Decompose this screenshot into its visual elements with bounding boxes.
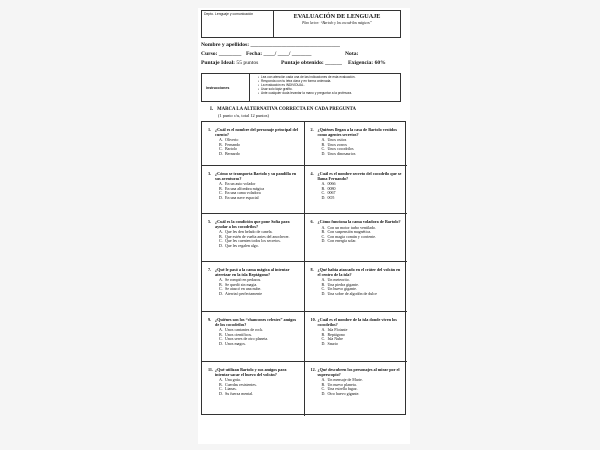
question-text	[208, 172, 301, 181]
option-letter: B.	[219, 281, 223, 287]
answer-option[interactable]	[219, 292, 301, 297]
option-letter: A.	[321, 137, 326, 143]
section-heading: MARCA LA ALTERNATIVA CORRECTA EN CADA PREGUNTA	[217, 107, 356, 112]
question-prompt: ¿Cómo funciona la cama voladora de Bartolo?	[317, 219, 401, 224]
section-points: (1 punto c/u, total 12 puntos)	[218, 113, 269, 118]
answer-options	[208, 230, 301, 248]
question-4	[305, 166, 408, 214]
ideal-score-value: 55 puntos	[235, 60, 259, 66]
question-number: 1.	[208, 127, 212, 132]
option-letter: D.	[219, 242, 223, 248]
question-number: 10.	[310, 317, 316, 322]
question-number: 12.	[310, 367, 316, 372]
option-text: Unos dinosaurios	[327, 150, 356, 156]
question-number: 4.	[310, 171, 314, 176]
answer-options	[311, 226, 405, 244]
answer-option[interactable]	[322, 292, 405, 297]
option-letter: C.	[321, 386, 326, 392]
option-letter: B.	[321, 229, 326, 235]
option-text: Aterrizó perfectamente	[225, 290, 262, 296]
ideal-score-label: Puntaje Ideal:	[201, 60, 236, 66]
question-5	[202, 214, 305, 262]
question-number: 9.	[208, 317, 212, 322]
option-letter: B.	[219, 141, 223, 147]
option-letter: B.	[321, 185, 326, 191]
option-text: En un auto volador	[225, 181, 256, 187]
option-letter: C.	[219, 238, 223, 244]
option-text: Un meteorito.	[327, 277, 350, 283]
option-letter: A.	[219, 327, 223, 333]
option-letter: A.	[219, 181, 223, 187]
answer-options	[311, 138, 405, 156]
question-number: 7.	[208, 267, 212, 272]
exam-subtitle: Plan lector: “Bartolo y los cocodrilos mágicos”	[302, 21, 372, 25]
option-letter: D.	[321, 194, 326, 200]
question-text	[208, 318, 301, 327]
option-text: Un huevo gigante.	[327, 286, 357, 292]
option-text: Se atascó en una nube.	[225, 286, 262, 292]
option-letter: A.	[219, 277, 223, 283]
question-prompt: ¿Cuál es el nombre del personaje principal del cuento?	[215, 127, 298, 137]
question-text	[208, 368, 301, 377]
option-letter: D.	[321, 150, 326, 156]
answer-options	[208, 182, 301, 200]
question-prompt: ¿Cuál es la condición que pone Sofía para ayudar a los cocodrilos?	[215, 219, 290, 229]
option-letter: C.	[219, 336, 223, 342]
option-letter: C.	[321, 286, 326, 292]
answer-options	[311, 182, 405, 200]
section-title	[210, 107, 400, 112]
option-text: Su fuerza mental.	[225, 390, 254, 396]
option-text: Con un motor turbo ventilado.	[327, 224, 377, 230]
question-prompt: ¿Cuál es el nombre de la isla donde viven los cocodrilos?	[317, 317, 397, 327]
exam-title: EVALUACIÓN DE LENGUAJE	[293, 13, 381, 20]
question-1	[202, 122, 305, 166]
option-letter: B.	[321, 281, 326, 287]
option-text: 0O5	[327, 194, 335, 200]
question-number: 3.	[208, 171, 212, 176]
section-number: I.	[210, 107, 214, 112]
question-6	[305, 214, 408, 262]
option-letter: D.	[219, 340, 223, 346]
question-prompt: ¿Qué había atascado en el cráter del volcán en el centro de la isla?	[317, 267, 401, 277]
option-letter: D.	[321, 290, 326, 296]
question-3	[202, 166, 305, 214]
answer-option[interactable]	[322, 196, 405, 201]
option-text: Oliverio	[225, 137, 239, 143]
instruction-item: ▪ Usar solo lápiz grafito.	[258, 87, 400, 91]
option-text: Una sobre de algodón de dulce	[327, 290, 377, 296]
answer-option[interactable]	[219, 152, 301, 157]
option-letter: B.	[321, 381, 326, 387]
answer-options	[311, 278, 405, 296]
subject-label: Depto. Lenguaje y comunicación	[202, 11, 274, 37]
question-prompt: ¿Quiénes llegan a la casa de Bartolo vestidos como agentes secretos?	[317, 127, 397, 137]
option-text: Unos cantantes de rock.	[225, 327, 264, 333]
answer-options	[208, 328, 301, 346]
course-field: Curso: ________	[201, 51, 242, 57]
question-number: 2.	[310, 127, 314, 132]
ideal-score-field	[201, 60, 258, 66]
answer-options	[208, 278, 301, 296]
requirement-field: Exigencia: 60%	[348, 60, 386, 66]
option-letter: C.	[321, 146, 326, 152]
option-text: Se rompió en pedazos.	[225, 277, 262, 283]
question-prompt: ¿Quiénes son los “chancones celestes” amigos de los cocodrilos?	[215, 317, 297, 327]
option-letter: C.	[219, 286, 223, 292]
question-10	[305, 312, 408, 362]
option-letter: D.	[321, 390, 326, 396]
question-text	[311, 128, 405, 137]
option-text: 0080	[327, 185, 336, 191]
instruction-item: ▪ La evaluación es INDIVIDUAL.	[258, 83, 400, 87]
option-letter: A.	[321, 181, 326, 187]
question-number: 6.	[310, 219, 314, 224]
obtained-score-field: Puntaje obtenido: ______	[281, 60, 342, 66]
option-letter: C.	[219, 146, 223, 152]
answer-options	[311, 378, 405, 396]
question-text	[311, 368, 405, 377]
answer-option[interactable]	[219, 196, 301, 201]
option-text: Saurio	[327, 340, 338, 346]
option-text: Bartolo	[225, 146, 237, 152]
answer-option[interactable]	[322, 342, 405, 347]
instructions-list	[250, 74, 400, 101]
answer-option[interactable]	[219, 342, 301, 347]
option-text: Con suspensión magnética.	[327, 229, 372, 235]
option-letter: C.	[219, 386, 223, 392]
question-8	[305, 262, 408, 312]
question-12	[305, 362, 408, 416]
question-7	[202, 262, 305, 312]
option-text: En una cama voladora	[225, 190, 261, 196]
option-text: Otro huevo gigante.	[327, 390, 360, 396]
option-text: Unos seres de otro planeta.	[225, 336, 269, 342]
answer-options	[311, 328, 405, 346]
option-text: En una nave espacial	[225, 194, 259, 200]
name-field: Nombre y apellidos: ________________________________	[201, 42, 340, 48]
answer-option[interactable]	[219, 392, 301, 397]
option-text: Fernando	[225, 141, 241, 147]
question-number: 11.	[208, 367, 214, 372]
question-prompt: ¿Cuál es el nombre secreto del cocodrilo que se llama Fernando?	[317, 171, 402, 181]
option-letter: A.	[321, 377, 326, 383]
question-text	[311, 172, 405, 181]
option-letter: D.	[219, 390, 223, 396]
question-11	[202, 362, 305, 416]
option-letter: A.	[321, 224, 326, 230]
date-field: Fecha: ____/ ____/ _______	[246, 51, 312, 57]
question-prompt: ¿Qué le pasó a la cama mágica al intentar aterrizar en la isla Reptágono?	[215, 267, 290, 277]
option-text: Un nuevo planeta.	[327, 381, 357, 387]
option-text: Una piedra gigante.	[327, 281, 359, 287]
option-letter: D.	[219, 150, 223, 156]
option-text: Bernardo	[225, 150, 240, 156]
option-text: Que estén de vuelta antes del anochecer.	[225, 233, 290, 239]
option-text: Con energía solar.	[327, 238, 357, 244]
option-letter: D.	[219, 290, 223, 296]
instruction-item: ▪ Ante cualquier duda levantar la mano y preguntar a la profesora.	[258, 91, 400, 95]
exam-page	[198, 8, 410, 444]
option-text: Unos magos.	[225, 340, 246, 346]
exam-header	[201, 10, 401, 38]
option-letter: B.	[321, 141, 326, 147]
option-letter: C.	[321, 233, 326, 239]
option-text: Isla Nube	[327, 336, 343, 342]
question-text	[311, 268, 405, 277]
option-text: Unos zorros	[327, 141, 347, 147]
option-text: Isla Flotante	[327, 327, 348, 333]
option-text: Se quedó sin magia.	[225, 281, 258, 287]
option-letter: B.	[219, 381, 223, 387]
question-text	[208, 268, 301, 277]
question-number: 8.	[310, 267, 314, 272]
answer-options	[208, 138, 301, 156]
option-text: Unos cocodrilos	[327, 146, 354, 152]
option-text: Reptágono	[327, 331, 345, 337]
option-text: Cuerdas resistentes.	[225, 381, 257, 387]
question-text	[208, 128, 301, 137]
answer-option[interactable]	[322, 152, 405, 157]
instructions-box	[201, 73, 401, 102]
option-letter: B.	[219, 331, 223, 337]
option-letter: B.	[219, 233, 223, 239]
instruction-item: ▪ Lea con atención cada una de las indicaciones de esta evaluación.	[258, 75, 400, 79]
option-text: En una alfombra mágica	[225, 185, 265, 191]
option-text: Una grúa.	[225, 377, 241, 383]
question-number: 5.	[208, 219, 212, 224]
option-text: Unos ositos	[327, 137, 347, 143]
option-letter: A.	[219, 137, 223, 143]
option-letter: D.	[219, 194, 223, 200]
answer-option[interactable]	[322, 239, 405, 244]
option-text: Un mensaje de Marte.	[327, 377, 363, 383]
option-text: Que les regalen algo.	[225, 242, 259, 248]
option-text: Que les den helado de canela.	[225, 229, 273, 235]
grade-field: Nota:	[345, 51, 359, 57]
option-letter: C.	[321, 336, 326, 342]
question-text	[208, 220, 301, 229]
header-title-box	[274, 11, 400, 37]
option-text: 0067	[327, 190, 336, 196]
option-text: Lianas.	[225, 386, 237, 392]
option-letter: A.	[321, 277, 326, 283]
question-prompt: ¿Qué descubren los personajes al mirar por el superscopio?	[317, 367, 400, 377]
instructions-label: Instrucciones	[202, 74, 250, 101]
option-text: 0066	[327, 181, 336, 187]
option-text: Que les cuenten todos los secretos.	[225, 238, 281, 244]
question-prompt: ¿Cómo se transporta Bartolo y su pandilla en sus aventuras?	[215, 171, 297, 181]
option-letter: D.	[321, 238, 326, 244]
option-letter: C.	[219, 190, 223, 196]
answer-option[interactable]	[219, 244, 301, 249]
option-text: Con magia común y corriente.	[327, 233, 377, 239]
questions-grid	[201, 121, 406, 415]
option-letter: B.	[321, 331, 326, 337]
option-text: Una estrella fugaz.	[327, 386, 358, 392]
instruction-item: ▪ Responda con tu letra clara y en forma ordenada.	[258, 79, 400, 83]
question-2	[305, 122, 408, 166]
option-letter: D.	[321, 340, 326, 346]
answer-option[interactable]	[322, 392, 405, 397]
option-text: Unos científicos.	[225, 331, 253, 337]
option-letter: A.	[219, 229, 223, 235]
answer-options	[208, 378, 301, 396]
question-prompt: ¿Qué utilizan Bartolo y sus amigos para intentar sacar el huevo del volcán?	[215, 367, 287, 377]
option-letter: C.	[321, 190, 326, 196]
option-letter: A.	[219, 377, 223, 383]
question-9	[202, 312, 305, 362]
option-letter: A.	[321, 327, 326, 333]
option-letter: B.	[219, 185, 223, 191]
question-text	[311, 318, 405, 327]
